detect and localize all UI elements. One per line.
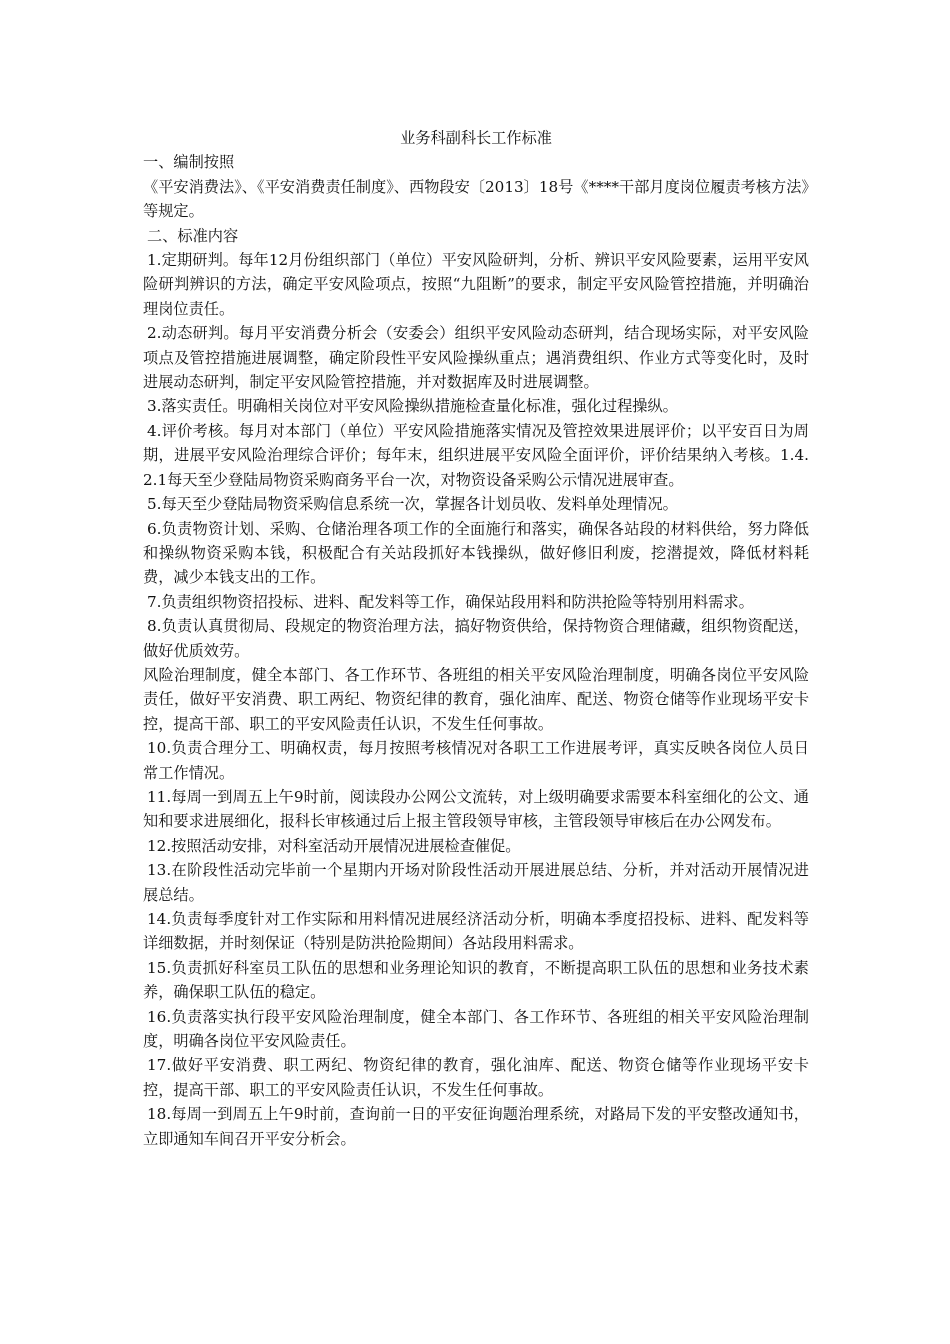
paragraph-item-14: 14.负责每季度针对工作实际和用料情况进展经济活动分析，明确本季度招投标、进料、配发料等详细数据，并时刻保证（特别是防洪抢险期间）各站段用料需求。 bbox=[143, 910, 809, 953]
paragraph-item-3: 3.落实责任。明确相关岗位对平安风险操纵措施检查量化标准，强化过程操纵。 bbox=[147, 397, 678, 416]
paragraph-item-13: 13.在阶段性活动完毕前一个星期内开场对阶段性活动开展进展总结、分析，并对活动开展情况进展总结。 bbox=[143, 861, 809, 904]
paragraph-basis: 《平安消费法》、《平安消费责任制度》、西物段安〔2013〕18号《****干部月度岗位履责考核方法》等规定。 bbox=[143, 177, 809, 221]
paragraph-item-17: 17.做好平安消费、职工两纪、物资纪律的教育，强化油库、配送、物资仓储等作业现场平安卡控，提高干部、职工的平安风险责任认识，不发生任何事故。 bbox=[143, 1056, 809, 1099]
paragraph-item-5: 5.每天至少登陆局物资采购信息系统一次，掌握各计划员收、发料单处理情况。 bbox=[147, 495, 678, 514]
paragraph-item-2: 2.动态研判。每月平安消费分析会（安委会）组织平安风险动态研判，结合现场实际，对平安风险项点及管控措施进展调整，确定阶段性平安风险操纵重点；遇消费组织、作业方式等变化时，及时进展动态研判，制定平安风险管控措施，并对数据库及时进展调整。 bbox=[143, 324, 809, 392]
section-heading-basis: 一、编制按照 bbox=[143, 153, 235, 172]
paragraph-item-1: 1.定期研判。每年12月份组织部门（单位）平安风险研判，分析、辨识平安风险要素，运用平安风险研判辨识的方法，确定平安风险项点，按照“九阻断”的要求，制定平安风险管控措施，并明确治理岗位责任。 bbox=[143, 251, 809, 318]
paragraph-item-7: 7.负责组织物资招投标、进料、配发料等工作，确保站段用料和防洪抢险等特别用料需求。 bbox=[147, 592, 754, 611]
paragraph-item-16: 16.负责落实执行段平安风险治理制度，健全本部门、各工作环节、各班组的相关平安风险治理制度，明确各岗位平安风险责任。 bbox=[143, 1007, 809, 1051]
paragraph-item-18: 18.每周一到周五上午9时前，查询前一日的平安征询题治理系统，对路局下发的平安整改通知书，立即通知车间召开平安分析会。 bbox=[143, 1105, 809, 1148]
document-page bbox=[143, 126, 809, 1151]
paragraph-item-15: 15.负责抓好科室员工队伍的思想和业务理论知识的教育，不断提高职工队伍的思想和业务技术素养，确保职工队伍的稳定。 bbox=[143, 958, 809, 1002]
paragraph-item-4: 4.评价考核。每月对本部门（单位）平安风险措施落实情况及管控效果进展评价；以平安百日为周期，进展平安风险治理综合评价；每年末，组织进展平安风险全面评价，评价结果纳入考核。1.4.2.1每天至少登陆局物资采购商务平台一次，对物资设备采购公示情况进展审查。 bbox=[143, 421, 809, 489]
paragraph-item-10: 10.负责合理分工、明确权责，每月按照考核情况对各职工工作进展考评，真实反映各岗位人员日常工作情况。 bbox=[143, 739, 809, 782]
paragraph-risk-management: 风险治理制度，健全本部门、各工作环节、各班组的相关平安风险治理制度，明确各岗位平安风险责任，做好平安消费、职工两纪、物资纪律的教育，强化油库、配送、物资仓储等作业现场平安卡控，提高干部、职工的平安风险责任认识，不发生任何事故。 bbox=[143, 665, 809, 733]
paragraph-item-6: 6.负责物资计划、采购、仓储治理各项工作的全面施行和落实，确保各站段的材料供给，努力降低和操纵物资采购本钱，积极配合有关站段抓好本钱操纵，做好修旧利废，挖潜提效，降低材料耗费，减少本钱支出的工作。 bbox=[143, 519, 809, 587]
paragraph-item-12: 12.按照活动安排，对科室活动开展情况进展检查催促。 bbox=[147, 836, 521, 855]
paragraph-item-11: 11.每周一到周五上午9时前，阅读段办公网公文流转，对上级明确要求需要本科室细化的公文、通知和要求进展细化，报科长审核通过后上报主管段领导审核，主管段领导审核后在办公网发布。 bbox=[143, 787, 809, 831]
section-heading-content: 二、标准内容 bbox=[147, 226, 239, 245]
paragraph-item-8: 8.负责认真贯彻局、段规定的物资治理方法，搞好物资供给，保持物资合理储藏，组织物资配送，做好优质效劳。 bbox=[143, 617, 809, 660]
document-title: 业务科副科长工作标准 bbox=[400, 129, 552, 147]
